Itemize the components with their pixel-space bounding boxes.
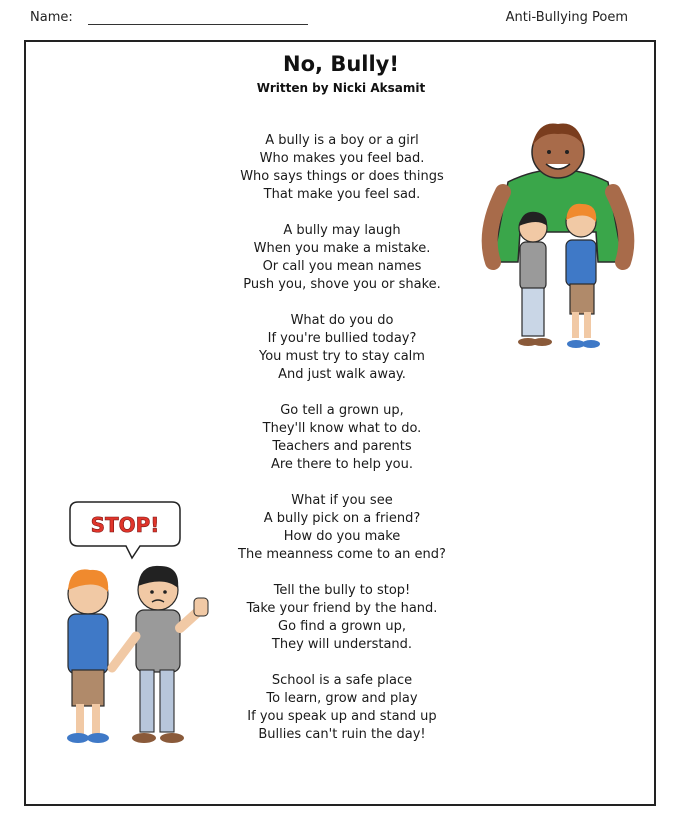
name-label: Name:	[30, 10, 73, 25]
poem-line: Take your friend by the hand.	[246, 601, 438, 616]
poem-line: School is a safe place	[271, 673, 413, 688]
poem-line: Are there to help you.	[270, 457, 414, 472]
poem-line: They'll know what to do.	[262, 421, 422, 436]
name-blank-line[interactable]	[88, 24, 308, 25]
poem-line: Teachers and parents	[272, 439, 412, 454]
poem-stanza	[200, 312, 484, 384]
poem-line: What do you do	[290, 313, 394, 328]
poem-stanza	[200, 222, 484, 294]
poem-line: To learn, grow and play	[266, 691, 418, 706]
poem-line: Push you, shove you or shake.	[243, 277, 441, 292]
poem-stanza	[200, 492, 484, 564]
poem-line: Go find a grown up,	[278, 619, 406, 634]
poem-line: How do you make	[283, 529, 401, 544]
poem-line: You must try to stay calm	[259, 349, 425, 364]
poem-line: A bully may laugh	[283, 223, 401, 238]
poem-line: The meanness come to an end?	[238, 547, 446, 562]
poem-line: Who says things or does things	[240, 169, 444, 184]
poem-line: What if you see	[291, 493, 393, 508]
poem-stanza	[200, 672, 484, 744]
poem-line: A bully is a boy or a girl	[265, 133, 419, 148]
poem-line: Bullies can't ruin the day!	[258, 727, 426, 742]
poem-line: And just walk away.	[278, 367, 406, 382]
poem-line: A bully pick on a friend?	[263, 511, 421, 526]
poem-line: Go tell a grown up,	[280, 403, 404, 418]
poem-line: That make you feel sad.	[263, 187, 421, 202]
worksheet-title: Anti-Bullying Poem	[505, 10, 628, 25]
poem-line: When you make a mistake.	[253, 241, 431, 256]
stop-text: STOP!	[90, 513, 160, 537]
poem-line: They will understand.	[271, 637, 413, 652]
bully-illustration	[478, 112, 638, 362]
poem-author: Written by Nicki Aksamit	[256, 81, 426, 95]
poem-line: If you speak up and stand up	[247, 709, 437, 724]
poem-stanza	[200, 582, 484, 654]
stop-illustration	[40, 498, 220, 768]
poem-line: Or call you mean names	[262, 259, 422, 274]
poem-line: Tell the bully to stop!	[273, 583, 411, 598]
poem-line: Who makes you feel bad.	[259, 151, 425, 166]
poem-stanza	[200, 402, 484, 474]
poem-stanza	[200, 132, 484, 204]
poem-body	[200, 132, 484, 762]
poem-title: No, Bully!	[283, 52, 399, 76]
stop-speech-bubble	[70, 502, 180, 558]
poem-line: If you're bullied today?	[267, 331, 417, 346]
